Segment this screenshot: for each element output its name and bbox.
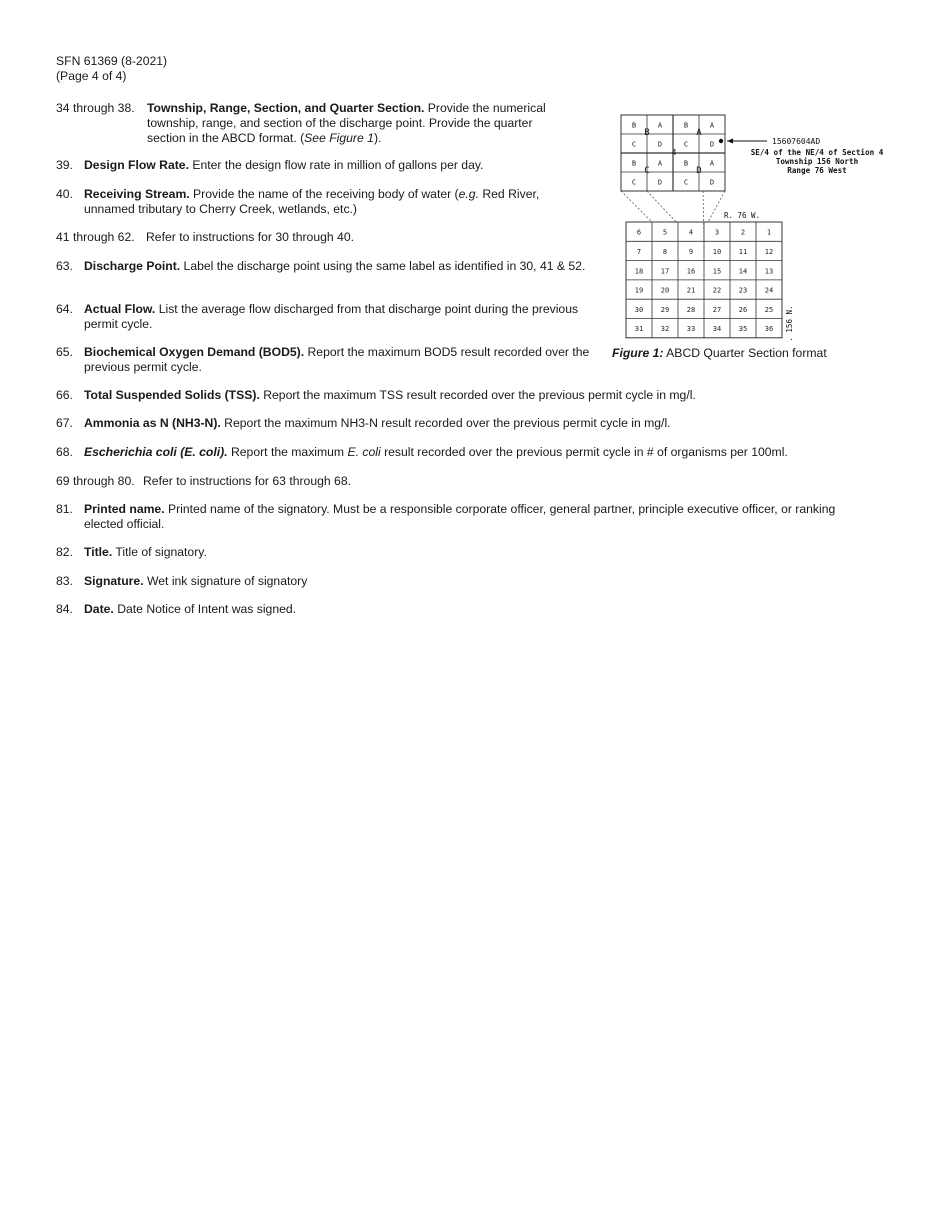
section-number: 19	[634, 286, 644, 295]
section-number: 1	[766, 228, 772, 237]
item-body: Enter the design flow rate in million of gallons per day.	[188, 158, 484, 172]
location-description: Township 156 North	[775, 157, 859, 166]
quarter-cell-label: D	[709, 178, 715, 187]
item-emphasis: E. coli	[347, 445, 381, 459]
item-number: 68.	[56, 445, 73, 459]
section-number: 35	[738, 325, 748, 334]
form-id: SFN 61369 (8-2021)	[56, 54, 168, 68]
instruction-text	[147, 101, 567, 146]
section-number: 5	[662, 228, 668, 237]
section-number: 4	[688, 228, 694, 237]
quarter-major-label: B	[644, 128, 650, 138]
quarter-cell-label: B	[631, 121, 637, 130]
item-heading: Receiving Stream.	[84, 187, 190, 201]
section-number: 26	[738, 305, 748, 314]
section-number: 18	[634, 267, 644, 276]
section-number: 25	[764, 305, 774, 314]
quarter-cell-label: C	[631, 140, 637, 149]
item-number: 41 through 62.	[56, 230, 135, 244]
section-number: 22	[712, 286, 722, 295]
section-number: 28	[686, 305, 696, 314]
item-heading: Actual Flow.	[84, 302, 156, 316]
section-number: 8	[662, 247, 668, 256]
quarter-cell-label: A	[709, 159, 715, 168]
section-number: 36	[764, 325, 774, 334]
item-heading: Date.	[84, 602, 114, 616]
item-number: 65.	[56, 345, 73, 359]
item-body: Title of signatory.	[112, 545, 207, 559]
item-heading: Ammonia as N (NH3-N).	[84, 416, 221, 430]
section-number: 31	[634, 325, 644, 334]
item-body: Report the maximum TSS result recorded over the previous permit cycle in mg/l.	[259, 388, 696, 402]
item-number: 84.	[56, 602, 73, 616]
section-number: 16	[686, 267, 696, 276]
instruction-text	[84, 416, 904, 431]
item-body: Report the maximum	[227, 445, 348, 459]
section-number: 24	[764, 286, 774, 295]
item-heading: Design Flow Rate.	[84, 158, 189, 172]
item-body: Report the maximum BOD5 result recorded over the previous permit cycle.	[84, 345, 590, 374]
section-number: 12	[764, 247, 774, 256]
item-heading: Title.	[84, 545, 113, 559]
instruction-text	[84, 259, 609, 274]
section-number: 3	[714, 228, 720, 237]
quarter-cell-label: C	[683, 140, 689, 149]
instruction-text	[84, 302, 599, 332]
quarter-major-label: C	[644, 166, 650, 176]
section-number: 17	[660, 267, 670, 276]
instruction-text	[84, 158, 604, 173]
location-code: 15607604AD	[772, 137, 821, 146]
item-number: 82.	[56, 545, 73, 559]
item-body: Label the discharge point using the same label as identified in 30, 41 & 52.	[180, 259, 586, 273]
item-heading: Township, Range, Section, and Quarter Section.	[147, 101, 425, 115]
section-number: 21	[686, 286, 696, 295]
item-heading: Signature.	[84, 574, 144, 588]
section-center-label: 4	[671, 148, 677, 157]
section-number: 11	[738, 247, 748, 256]
figure-caption-label: Figure 1:	[612, 346, 664, 360]
section-number: 9	[688, 247, 694, 256]
quarter-major-label: D	[696, 166, 702, 176]
instruction-text	[84, 574, 684, 589]
quarter-cell-label: C	[631, 178, 637, 187]
section-number: 20	[660, 286, 670, 295]
instruction-text	[84, 345, 602, 375]
township-label: T. 156 N.	[785, 305, 794, 342]
location-description: Range 76 West	[787, 166, 847, 175]
item-body-tail: ).	[373, 131, 382, 145]
item-heading: Total Suspended Solids (TSS).	[84, 388, 260, 402]
quarter-cell-label: C	[683, 178, 689, 187]
item-number: 83.	[56, 574, 73, 588]
item-number: 67.	[56, 416, 73, 430]
item-heading: Escherichia coli (E. coli).	[84, 445, 228, 459]
instruction-text	[84, 388, 904, 403]
instruction-text	[84, 602, 684, 617]
instruction-text	[84, 445, 924, 460]
section-number: 2	[740, 228, 746, 237]
instruction-text	[84, 187, 559, 217]
item-body: Report the maximum NH3-N result recorded over the previous permit cycle in mg/l.	[220, 416, 671, 430]
section-number: 13	[764, 267, 774, 276]
figure-abcd-quarter-section	[612, 110, 902, 346]
section-number: 7	[636, 247, 642, 256]
item-number: 64.	[56, 302, 73, 316]
location-description: SE/4 of the NE/4 of Section 4	[750, 148, 884, 157]
quarter-cell-label: D	[709, 140, 715, 149]
item-number: 40.	[56, 187, 73, 201]
instruction-text: Refer to instructions for 63 through 68.	[143, 474, 351, 488]
section-number: 34	[712, 325, 722, 334]
instruction-text	[84, 502, 874, 532]
item-body: Provide the numerical township, range, and section of the discharge point. Provide the quarter section in the ABCD format. (	[147, 101, 546, 145]
connector-line	[647, 191, 676, 222]
item-emphasis: e.g.	[458, 187, 479, 201]
item-heading: Biochemical Oxygen Demand (BOD5).	[84, 345, 305, 359]
quarter-cell-label: B	[683, 121, 689, 130]
item-emphasis: See Figure 1	[304, 131, 374, 145]
item-body-tail: Red River, unnamed tributary to Cherry Creek, wetlands, etc.)	[84, 187, 540, 216]
section-number: 32	[660, 325, 670, 334]
section-number: 33	[686, 325, 696, 334]
item-body: Date Notice of Intent was signed.	[113, 602, 297, 616]
page-number: (Page 4 of 4)	[56, 69, 127, 83]
section-number: 14	[738, 267, 748, 276]
item-heading: Printed name.	[84, 502, 165, 516]
item-number: 66.	[56, 388, 73, 402]
instruction-text: Refer to instructions for 30 through 40.	[146, 230, 354, 244]
item-body: Provide the name of the receiving body of water (	[189, 187, 459, 201]
section-number: 10	[712, 247, 722, 256]
quarter-cell-label: B	[631, 159, 637, 168]
item-body: Printed name of the signatory. Must be a responsible corporate officer, general partner, principle executive officer, or ranking elected official.	[84, 502, 836, 531]
quarter-major-label: A	[696, 128, 702, 138]
quarter-cell-label: D	[657, 178, 663, 187]
quarter-section-diagram	[612, 110, 902, 342]
form-header	[56, 54, 167, 84]
quarter-cell-label: A	[709, 121, 715, 130]
quarter-cell-label: A	[657, 121, 663, 130]
item-number: 81.	[56, 502, 73, 516]
item-number: 69 through 80.	[56, 474, 135, 488]
range-label: R. 76 W.	[723, 211, 761, 220]
quarter-cell-label: A	[657, 159, 663, 168]
connector-line	[708, 191, 725, 222]
section-number: 29	[660, 305, 670, 314]
quarter-cell-label: D	[657, 140, 663, 149]
figure-caption-text: ABCD Quarter Section format	[663, 346, 827, 360]
section-number: 6	[636, 228, 642, 237]
section-number: 23	[738, 286, 748, 295]
discharge-point-dot	[719, 139, 723, 143]
item-number: 34 through 38.	[56, 101, 135, 115]
section-number: 27	[712, 305, 722, 314]
item-heading: Discharge Point.	[84, 259, 181, 273]
item-body: Wet ink signature of signatory	[143, 574, 308, 588]
figure-caption	[612, 346, 827, 361]
item-number: 63.	[56, 259, 73, 273]
item-body-tail: result recorded over the previous permit cycle in # of organisms per 100ml.	[380, 445, 788, 459]
quarter-cell-label: B	[683, 159, 689, 168]
item-body: List the average flow discharged from that discharge point during the previous permit cycle.	[84, 302, 579, 331]
connector-line	[621, 191, 652, 222]
section-number: 30	[634, 305, 644, 314]
item-number: 39.	[56, 158, 73, 172]
section-number: 15	[712, 267, 722, 276]
instruction-text	[84, 545, 684, 560]
pointer-arrowhead	[727, 139, 733, 144]
